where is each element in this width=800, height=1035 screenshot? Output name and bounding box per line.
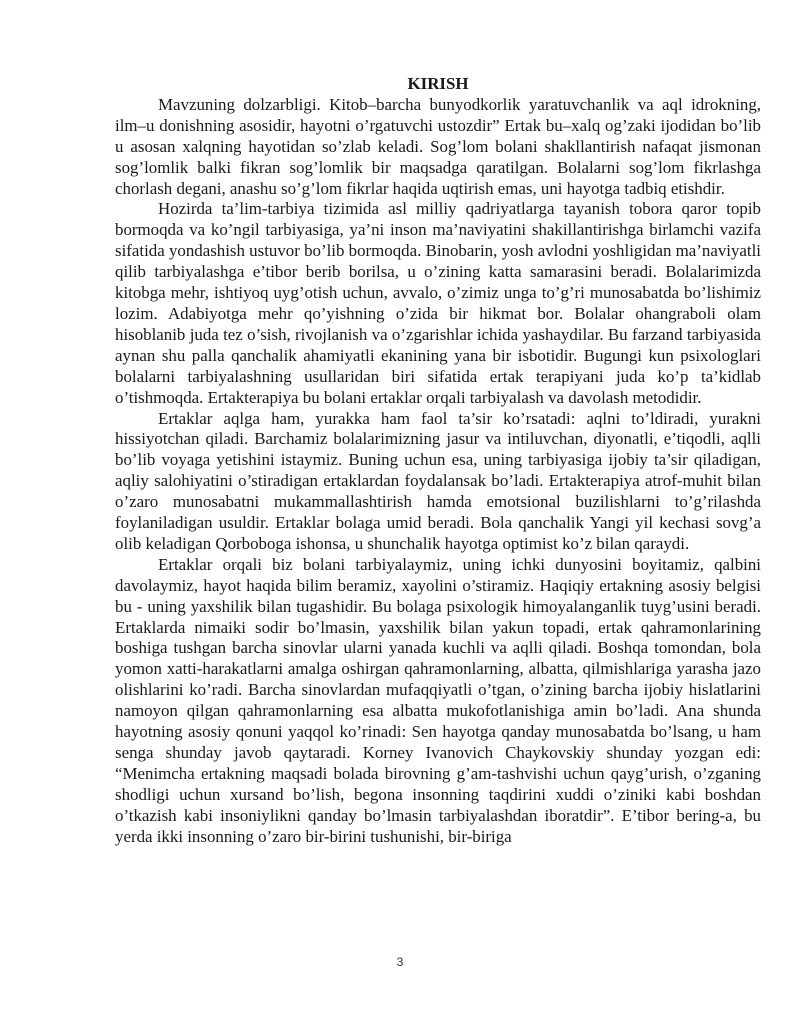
document-page: [115, 74, 761, 848]
paragraph-education-system: Hozirda ta’lim-tarbiya tizimida asl milliy qadriyatlarga tayanish tobora qaror topib bormoqda va ko’ngil tarbiyasiga, ya’ni inson ma’naviyatini shakillantirishga birlamchi vazifa sifatida yondashish ustuvor bo’lib bormoqda. Binobarin, yosh avlodni yoshligidan ma’naviyatli qilib tarbiyalashga e’tibor berib borilsa, u o’zining katta samarasini beradi. Bolalarimizda kitobga mehr, ishtiyoq uyg’otish uchun, avvalo, o’zimiz unga to’g’ri munosabatda bo’lishimiz lozim. Adabiyotga mehr qo’yishning o’zida bir hikmat bor. Bolalar ohangraboli olam hisoblanib juda tez o’sish, rivojlanish va o’zgarishlar ichida yashaydilar. Bu farzand tarbiyasida aynan shu palla qanchalik ahamiyatli ekanining yana bir isbotidir. Bugungi kun psixologlari bolalarni tarbiyalashning usullaridan biri sifatida ertak terapiyani juda ko’p ta’kidlab o’tishmoqda. Ertakterapiya bu bolani ertaklar orqali tarbiyalash va davolash metodidir.: [115, 199, 761, 407]
page-number: 3: [396, 955, 404, 969]
paragraph-fairy-tale-upbringing: Ertaklar orqali biz bolani tarbiyalaymiz, uning ichki dunyosini boyitamiz, qalbini davolaymiz, hayot haqida bilim beramiz, xayolini o’stiramiz. Haqiqiy ertakning asosiy belgisi bu - uning yaxshilik bilan tugashidir. Bu bolaga psixologik himoyalanganlik tuyg’usini beradi. Ertaklarda nimaiki sodir bo’lmasin, yaxshilik bilan yakun topadi, ertak qahramonlarining boshiga tushgan barcha sinovlar ularni yanada kuchli va aqlli qiladi. Boshqa tomondan, bola yomon xatti-harakatlarni amalga oshirgan qahramonlarning, albatta, qilmishlariga yarasha jazo olishlarini ko’radi. Barcha sinovlardan mufaqqiyatli o’tgan, o’zining barcha ijobiy hislatlarini namoyon qilgan qahramonlarning esa albatta mukofotlanishiga amin bo’ladi. Ana shunda hayotning asosiy qonuni yaqqol ko’rinadi: Sen hayotga qanday munosabatda bo’lsang, u ham senga shunday javob qaytaradi. Korney Ivanovich Chaykovskiy shunday yozgan edi: “Menimcha ertakning maqsadi bolada birovning g’am-tashvishi uchun qayg’urish, o’zganing shodligi uchun xursand bo’lish, begona insonning taqdirini xuddi o’ziniki kabi boshdan o’tkazish kabi insoniylikni qanday bo’lmasin tarbiyalashdan iboratdir”. E’tibor bering-a, bu yerda ikki insonning o’zaro bir-birini tushunishi, bir-biriga: [115, 554, 761, 846]
paragraph-fairy-tale-influence: Ertaklar aqlga ham, yurakka ham faol ta’sir ko’rsatadi: aqlni to’ldiradi, yurakni hissiyotchan qiladi. Barchamiz bolalarimizning jasur va intiluvchan, diyonatli, e’tiqodli, aqlli bo’lib voyaga yetishini istaymiz. Buning uchun esa, uning tarbiyasiga ijobiy ta’sir qiladigan, aqliy salohiyatini o’stiradigan ertaklardan foydalansak bo’ladi. Ertakterapiya atrof-muhit bilan o’zaro munosabatni mukammallashtirish hamda emotsional buzilishlarni to’g’rilashda foylaniladigan usuldir. Ertaklar bolaga umid beradi. Bola qanchalik Yangi yil kechasi sovg’a olib keladigan Qorboboga ishonsa, u shunchalik hayotga optimist ko’z bilan qaraydi.: [115, 408, 761, 553]
paragraph-relevance: Mavzuning dolzarbligi. Kitob–barcha bunyodkorlik yaratuvchanlik va aql idrokning, ilm–u donishning asosidir, hayotni o’rgatuvchi ustozdir” Ertak bu–xalq og’zaki ijodidan bo’lib u asosan xalqning hayotidan so’zlab keladi. Sog’lom bolani shakllantirish nafaqat jismonan sog’lomlik balki fikran sog’lomlik bir maqsadga qaratilgan. Bolalarni sog’lom fikrlashga chorlash degani, anashu so’g’lom fikrlar haqida uqtirish emas, uni hayotga tadbiq etishdir.: [115, 94, 761, 198]
section-title: KIRISH: [407, 74, 469, 93]
